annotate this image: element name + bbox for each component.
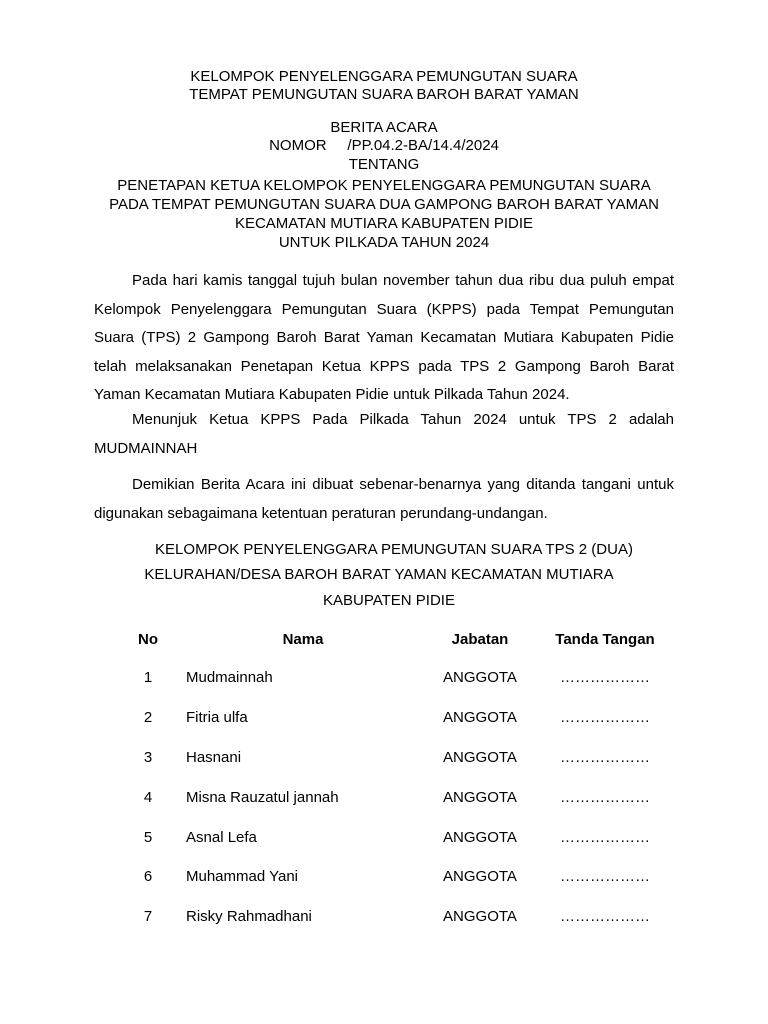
row-jabatan: ANGGOTA bbox=[443, 908, 517, 926]
row-jabatan: ANGGOTA bbox=[443, 748, 517, 766]
header-nama: Nama bbox=[282, 630, 324, 648]
row-nama: Mudmainnah bbox=[186, 669, 273, 687]
row-jabatan: ANGGOTA bbox=[443, 788, 517, 806]
body-paragraph-2: Menunjuk Ketua KPPS Pada Pilkada Tahun 2024 untuk TPS 2 adalah MUDMAINNAH bbox=[94, 411, 674, 457]
row-nama: Hasnani bbox=[186, 748, 242, 766]
table-row bbox=[110, 698, 670, 738]
row-nama: Fitria ulfa bbox=[186, 709, 248, 727]
row-signature-blank: ……………… bbox=[560, 828, 650, 846]
table-row bbox=[110, 738, 670, 778]
row-no: 6 bbox=[143, 868, 153, 886]
row-no: 1 bbox=[143, 669, 153, 687]
signatory-line-2: KELURAHAN/DESA BAROH BARAT YAMAN KECAMATAN MUTIARA bbox=[144, 566, 614, 583]
header-jabatan: Jabatan bbox=[451, 630, 509, 648]
doc-type-title: BERITA ACARA bbox=[330, 119, 438, 136]
row-no: 4 bbox=[143, 788, 153, 806]
row-no: 7 bbox=[143, 908, 153, 926]
row-signature-blank: ……………… bbox=[560, 908, 650, 926]
row-jabatan: ANGGOTA bbox=[443, 669, 517, 687]
subject-line-3: KECAMATAN MUTIARA KABUPATEN PIDIE bbox=[234, 215, 534, 232]
row-jabatan: ANGGOTA bbox=[443, 828, 517, 846]
header-line-1: KELOMPOK PENYELENGGARA PEMUNGUTAN SUARA bbox=[190, 68, 578, 85]
tentang-label: TENTANG bbox=[348, 156, 420, 173]
row-signature-blank: ……………… bbox=[560, 709, 650, 727]
row-jabatan: ANGGOTA bbox=[443, 868, 517, 886]
row-no: 3 bbox=[143, 748, 153, 766]
table-row bbox=[110, 658, 670, 698]
subject-line-4: UNTUK PILKADA TAHUN 2024 bbox=[278, 234, 490, 251]
table-row bbox=[110, 897, 670, 937]
row-nama: Asnal Lefa bbox=[186, 828, 257, 846]
subject-line-2: PADA TEMPAT PEMUNGUTAN SUARA DUA GAMPONG BAROH BARAT YAMAN bbox=[109, 196, 659, 213]
table-row bbox=[110, 857, 670, 897]
row-signature-blank: ……………… bbox=[560, 788, 650, 806]
table-row bbox=[110, 777, 670, 817]
header-tanda-tangan: Tanda Tangan bbox=[555, 630, 655, 648]
row-no: 5 bbox=[143, 828, 153, 846]
header-line-2: TEMPAT PEMUNGUTAN SUARA BAROH BARAT YAMAN bbox=[189, 86, 579, 103]
table-row bbox=[110, 817, 670, 857]
header-no: No bbox=[138, 630, 158, 648]
row-signature-blank: ……………… bbox=[560, 868, 650, 886]
row-nama: Risky Rahmadhani bbox=[186, 908, 312, 926]
table-header-row bbox=[110, 620, 670, 658]
signatory-line-3: KABUPATEN PIDIE bbox=[323, 592, 455, 609]
signatory-line-1: KELOMPOK PENYELENGGARA PEMUNGUTAN SUARA TPS 2 (DUA) bbox=[155, 541, 633, 558]
members-table bbox=[110, 620, 670, 937]
row-jabatan: ANGGOTA bbox=[443, 709, 517, 727]
document-number: NOMOR /PP.04.2-BA/14.4/2024 bbox=[269, 137, 499, 154]
body-paragraph-1: Pada hari kamis tanggal tujuh bulan november tahun dua ribu dua puluh empat Kelompok Penyelenggara Pemungutan Suara (KPPS) pada Tempat Pemungutan Suara (TPS) 2 Gampong Baroh Barat Yaman Kecamatan Mutiara Kabupaten Pidie telah melaksanakan Penetapan Ketua KPPS pada TPS 2 Gampong Baroh Barat Yaman Kecamatan Mutiara Kabupaten Pidie untuk Pilkada Tahun 2024. bbox=[94, 272, 674, 403]
subject-line-1: PENETAPAN KETUA KELOMPOK PENYELENGGARA PEMUNGUTAN SUARA bbox=[117, 177, 651, 194]
row-nama: Misna Rauzatul jannah bbox=[186, 788, 339, 806]
row-signature-blank: ……………… bbox=[560, 748, 650, 766]
row-nama: Muhammad Yani bbox=[186, 868, 299, 886]
row-signature-blank: ……………… bbox=[560, 669, 650, 687]
row-no: 2 bbox=[143, 709, 153, 727]
body-paragraph-3: Demikian Berita Acara ini dibuat sebenar-benarnya yang ditanda tangani untuk digunakan sebagaimana ketentuan peraturan perundang-undangan. bbox=[94, 476, 674, 522]
